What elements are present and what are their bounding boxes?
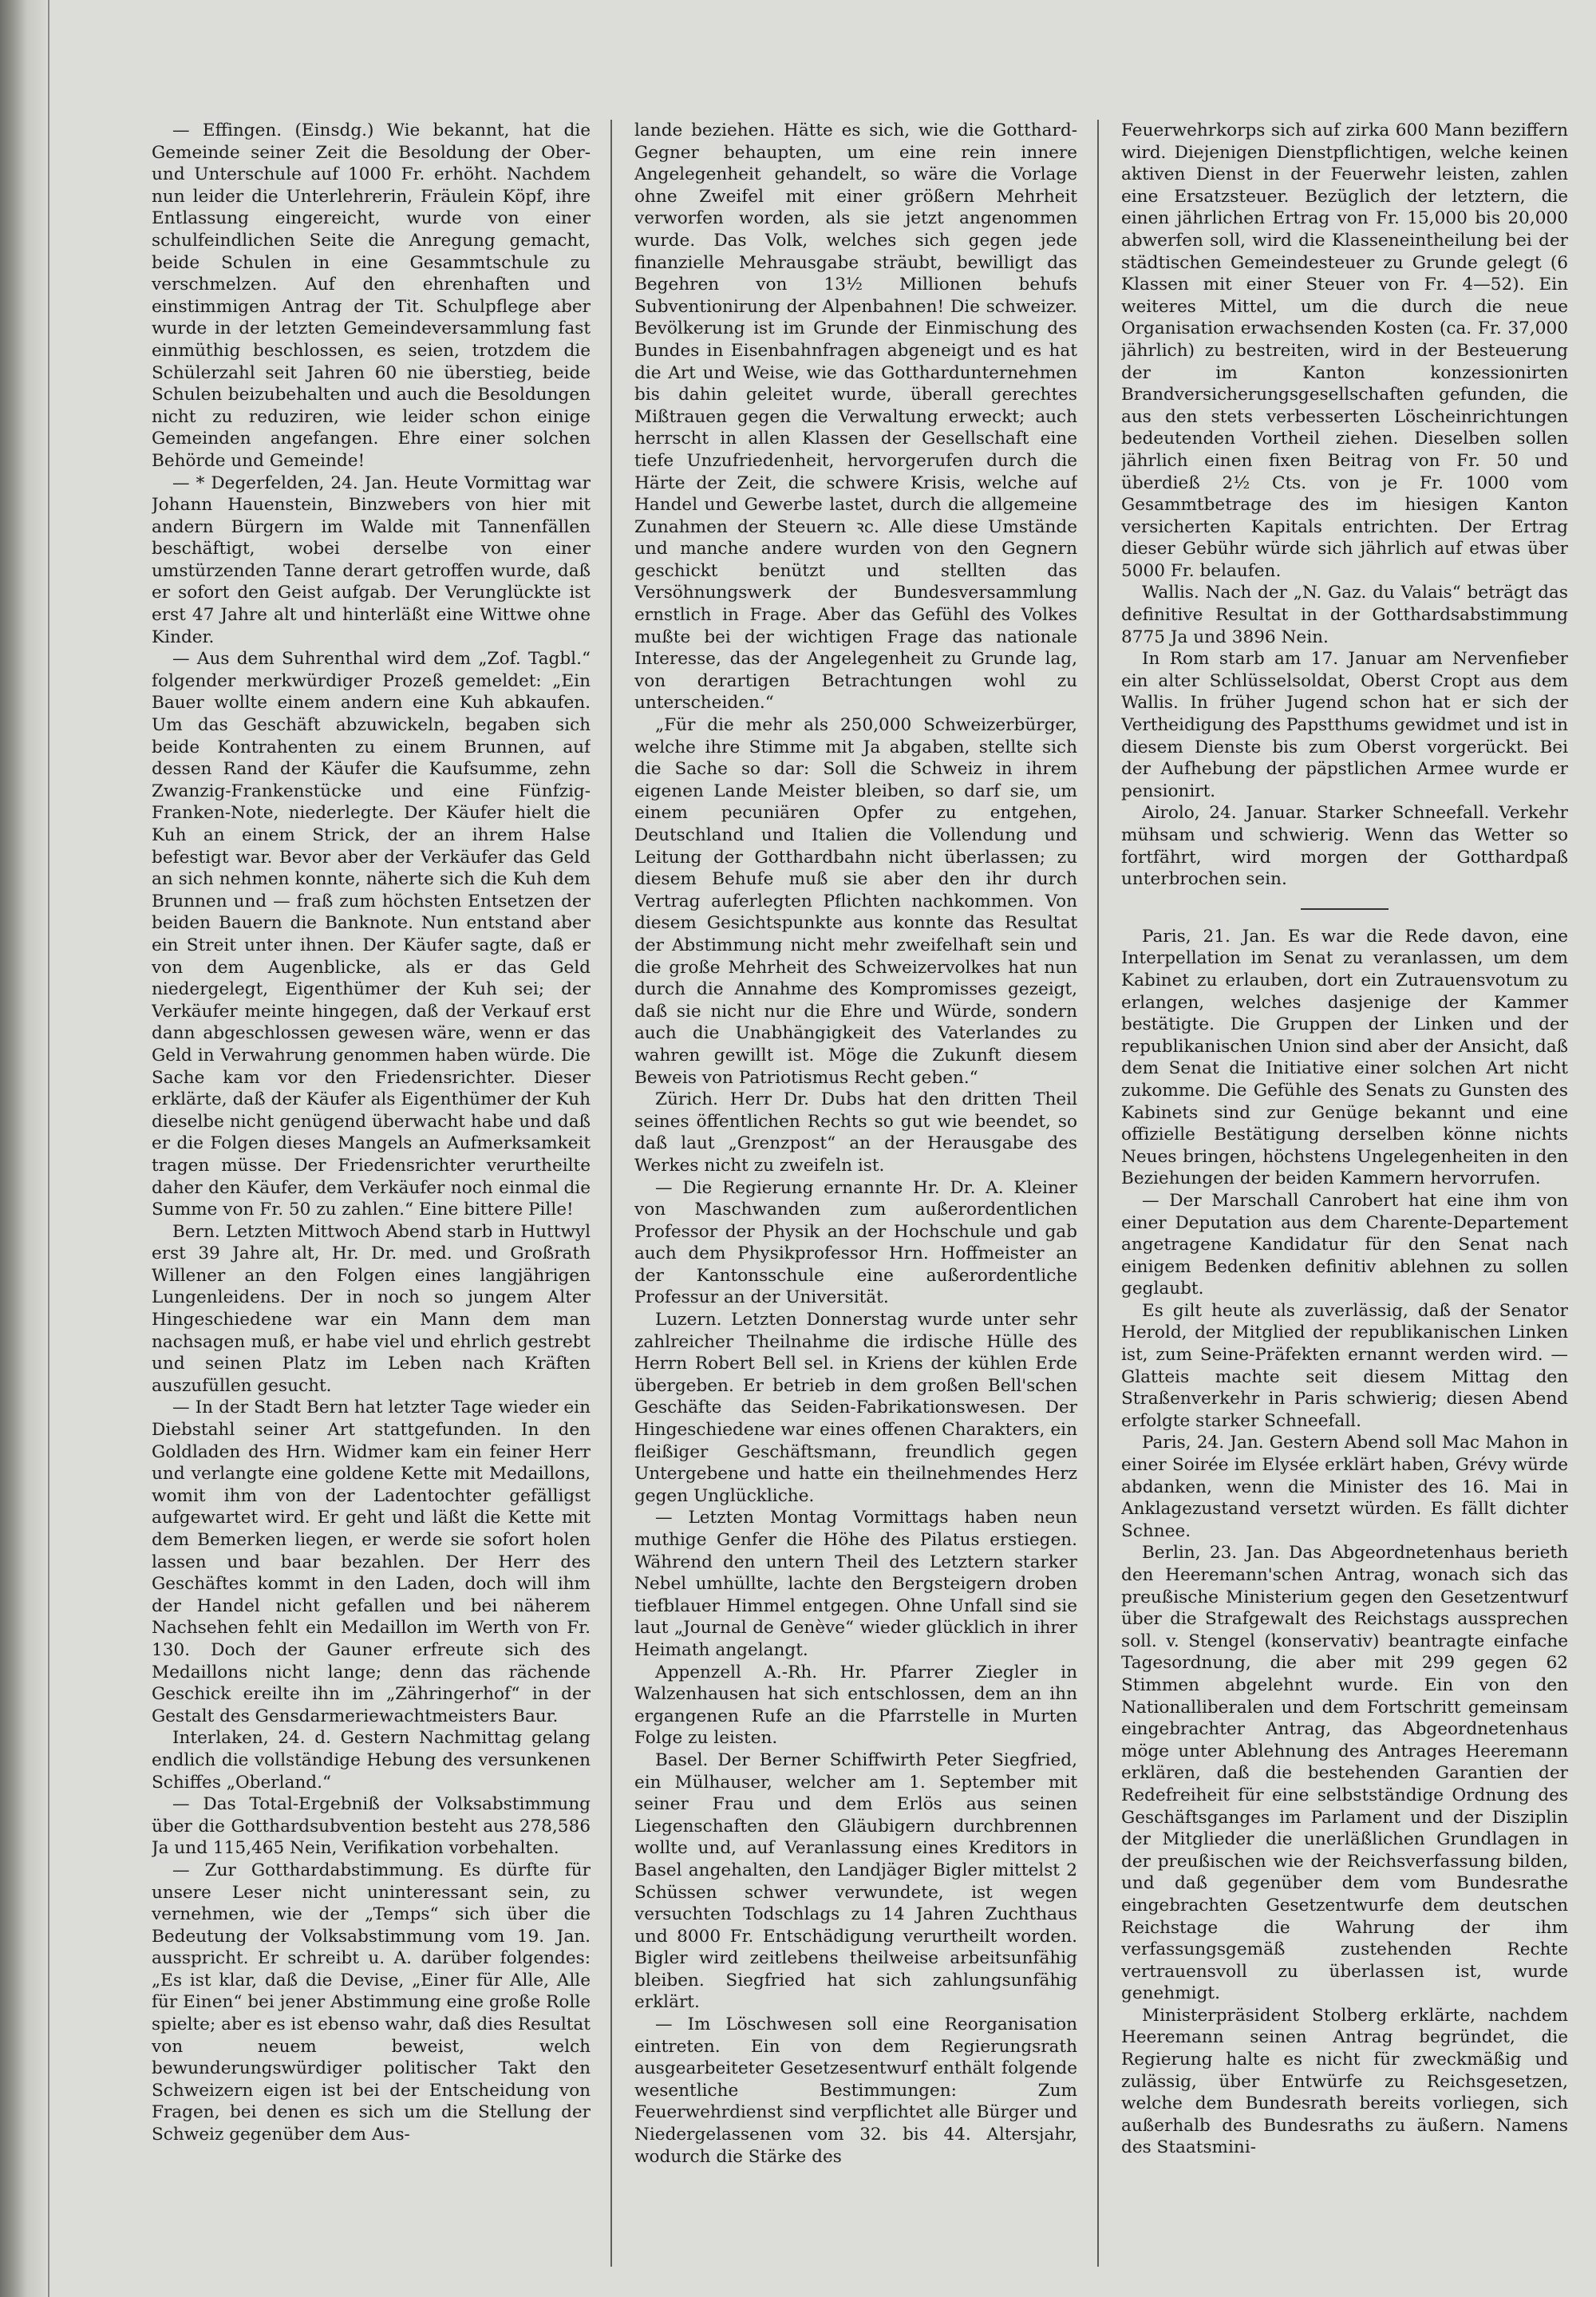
- article-gotthardabstimmung: — Zur Gotthardabstimmung. Es dürfte für unsere Leser nicht uninteressant sein, zu vernehmen, wie der „Temps“ sich über die Bedeutung der Volksabstimmung vom 19. Jan. ausspricht. Er schreibt u. A. darüber folgendes: „Es ist klar, daß die Devise, „Einer für Alle, Alle für Einen“ bei jener Abstimmung eine große Rolle spielte; aber es ist ebenso wahr, daß dies Resultat von neuem beweist, welch bewunderungswürdiger politischer Takt den Schweizern eigen ist bei der Entscheidung von Fragen, bei denen es sich um die Stellung der Schweiz gegenüber dem Aus-: [152, 1860, 591, 2145]
- article-feuerwehr-continued: Feuerwehrkorps sich auf zirka 600 Mann beziffern wird. Diejenigen Dienstpflichtigen, welche keinen aktiven Dienst in der Feuerwehr leisten, zahlen eine Ersatzsteuer. Bezüglich der letztern, die einen jährlichen Ertrag von Fr. 15,000 bis 20,000 abwerfen soll, wird die Klasseneintheilung bei der städtischen Gemeindesteuer zu Grunde gelegt (6 Klassen mit einer Steuer von Fr. 4—52). Ein weiteres Mittel, um die durch die neue Organisation erwachsenden Kosten (ca. Fr. 37,000 jährlich) zu bestreiten, wird in der Besteuerung der im Kanton konzessionirten Brandversicherungsgesellschaften gefunden, die aus den stets verbesserten Löscheinrichtungen bedeutenden Vortheil ziehen. Dieselben sollen jährlich einen fixen Beitrag von Fr. 50 und überdieß 2½ Cts. von je Fr. 1000 vom Gesammtbetrage des im hiesigen Kanton versicherten Kapitals entrichten. Der Ertrag dieser Gebühr würde sich jährlich auf etwas über 5000 Fr. belaufen.: [1121, 121, 1568, 581]
- article-total-ergebniss: — Das Total-Ergebniß der Volksabstimmung über die Gotthardsubvention besteht aus 278,586 Ja und 115,465 Nein, Verifikation vorbehalten.: [152, 1794, 591, 1859]
- article-effingen: — Effingen. (Einsdg.) Wie bekannt, hat die Gemeinde seiner Zeit die Besoldung der Ober- und Unterschule auf 1000 Fr. erhöht. Nachdem nun leider die Unterlehrerin, Fräulein Köpf, ihre Entlassung eingereicht, wurde von einer schulfeindlichen Seite die Anregung gemacht, beide Schulen in eine Gesammtschule zu verschmelzen. Auf den ehrenhaften und einstimmigen Antrag der Tit. Schulpflege aber wurde in der letzten Gemeindeversammlung fast einmüthig beschlossen, es seien, trotzdem die Schülerzahl seit Jahren 60 nie überstieg, beide Schulen beizubehalten und auch die Besoldungen nicht zu reduziren, wie leider schon einige Gemeinden angefangen. Ehre einer solchen Behörde und Gemeinde!: [152, 121, 591, 471]
- newspaper-page: [152, 120, 1572, 2275]
- article-zuerich-dubs: Zürich. Herr Dr. Dubs hat den dritten Theil seines öffentlichen Rechts so gut wie beendet, so daß laut „Grenzpost“ an der Herausgabe des Werkes nicht zu zweifeln ist.: [634, 1089, 1077, 1176]
- column-1: [152, 120, 591, 2267]
- article-canrobert: — Der Marschall Canrobert hat eine ihm von einer Deputation aus dem Charente-Departement angetragene Kandidatur für den Senat nach einigem Bedenken definitiv ablehnen zu sollen geglaubt.: [1121, 1190, 1568, 1299]
- article-paris-21: Paris, 21. Jan. Es war die Rede davon, eine Interpellation im Senat zu veranlassen, um dem Kabinet zu erlauben, dort ein Zutrauensvotum zu erlangen, welches dasjenige der Kammer bestätigte. Die Gruppen der Linken und der republikanischen Union sind aber der Ansicht, daß dem Senat die Initiative einer solchen Art nicht zukomme. Die Gefühle des Senats zu Gunsten des Kabinets sind zur Genüge bekannt und eine offizielle Bestätigung derselben könne nichts Neues bringen, höchstens Ungelegenheiten in den Beziehungen der beiden Kammern hervorrufen.: [1121, 926, 1568, 1189]
- column-divider-2: [1097, 120, 1099, 2267]
- article-interlaken: Interlaken, 24. d. Gestern Nachmittag gelang endlich die vollständige Hebung des versunkenen Schiffes „Oberland.“: [152, 1728, 591, 1793]
- article-pilatus: — Letzten Montag Vormittags haben neun muthige Genfer die Höhe des Pilatus erstiegen. Während den untern Theil des Letztern starker Nebel umhüllte, lachte den Bergsteigern droben tiefblauer Himmel entgegen. Ohne Unfall sind sie laut „Journal de Genève“ wieder glücklich in ihrer Heimath angelangt.: [634, 1508, 1077, 1660]
- article-rom: In Rom starb am 17. Januar am Nervenfieber ein alter Schlüsselsoldat, Oberst Cropt aus dem Wallis. In früher Jugend schon hat er sich der Vertheidigung des Papstthums gewidmet und ist in diesem Dienste bis zum Oberst vorgerückt. Bei der Aufhebung der päpstlichen Armee wurde er pensionirt.: [1121, 649, 1568, 801]
- article-wallis: Wallis. Nach der „N. Gaz. du Valais“ beträgt das definitive Resultat in der Gotthardsabstimmung 8775 Ja und 3896 Nein.: [1121, 583, 1568, 647]
- column-2: [634, 120, 1077, 2267]
- article-berlin: Berlin, 23. Jan. Das Abgeordnetenhaus berieth den Heeremann'schen Antrag, wonach sich das preußische Ministerium gegen den Gesetzentwurf über die Strafgewalt des Reichstags aussprechen soll. v. Stengel (konservativ) beantragte einfache Tagesordnung, die aber mit 299 gegen 62 Stimmen abgelehnt wurde. Ein von den Nationalliberalen und dem Fortschritt gemeinsam eingebrachter Antrag, das Abgeordnetenhaus möge unter Ablehnung des Antrages Heeremann erklären, daß die bestehenden Garantien der Redefreiheit für eine selbstständige Ordnung des Geschäftsganges im Parlament und der Disziplin der Mitglieder die unerläßlichen Grundlagen in der preußischen wie der Reichsverfassung bilden, und daß gegenüber dem vom Bundesrathe eingebrachten Gesetzentwurfe dem deutschen Reichstage die Wahrung der ihm verfassungsgemäß zustehenden Rechte vertrauensvoll zu überlassen ist, wurde genehmigt.: [1121, 1543, 1568, 2004]
- article-stolberg: Ministerpräsident Stolberg erklärte, nachdem Heeremann seinen Antrag begründet, die Regierung halte es nicht für zweckmäßig und zulässig, über Entwürfe zu Reichsgesetzen, welche dem Bundesrath bereits vorliegen, sich außerhalb des Bundesraths zu äußern. Namens des Staatsmini-: [1121, 2005, 1568, 2158]
- article-basel: Basel. Der Berner Schiffwirth Peter Siegfried, ein Mülhauser, welcher am 1. September mit seiner Frau und dem Erlös aus seinen Liegenschaften den Gläubigern durchbrennen wollte und, auf Veranlassung eines Kreditors in Basel angehalten, den Landjäger Bigler mittelst 2 Schüssen schwer verwundete, ist wegen versuchten Todschlags zu 14 Jahren Zuchthaus und 8000 Fr. Entschädigung verurtheilt worden. Bigler wird zeitlebens theilweise arbeitsunfähig bleiben. Siegfried hat sich zahlungsunfähig erklärt.: [634, 1749, 1077, 2013]
- article-paris-24: Paris, 24. Jan. Gestern Abend soll Mac Mahon in einer Soirée im Elysée erklärt haben, Grévy würde abdanken, wenn die Minister des 16. Mai in Anklagezustand versetzt würden. Es fällt dichter Schnee.: [1121, 1433, 1568, 1541]
- article-suhrenthal: — Aus dem Suhrenthal wird dem „Zof. Tagbl.“ folgender merkwürdiger Prozeß gemeldet: „Ein Bauer wollte einem andern eine Kuh abkaufen. Um das Geschäft abzuwickeln, begaben sich beide Kontrahenten zu einem Brunnen, auf dessen Rand der Käufer die Kaufsumme, zehn Zwanzig-Frankenstücke und eine Fünfzig-Franken-Note, niederlegte. Der Käufer hielt die Kuh an einem Strick, der an ihrem Halse befestigt war. Bevor aber der Verkäufer das Geld an sich nehmen konnte, näherte sich die Kuh dem Brunnen und — fraß zum höchsten Entsetzen der beiden Bauern die Banknote. Nun entstand aber ein Streit unter ihnen. Der Käufer sagte, daß er von dem Augenblicke, als er das Geld niedergelegt, Eigenthümer der Kuh sei; der Verkäufer meinte hingegen, daß der Verkauf erst dann abgeschlossen gewesen wäre, wenn er das Geld in Verwahrung genommen haben würde. Die Sache kam vor den Friedensrichter. Dieser erklärte, daß der Käufer als Eigenthümer der Kuh dieselbe nicht genügend überwacht habe und daß er die Folgen dieses Mangels an Aufmerksamkeit tragen müsse. Der Friedensrichter verurtheilte daher den Käufer, dem Verkäufer noch einmal die Summe von Fr. 50 zu zahlen.“ Eine bittere Pille!: [152, 649, 591, 1220]
- column-3: [1121, 120, 1568, 2267]
- article-degerfelden: — * Degerfelden, 24. Jan. Heute Vormittag war Johann Hauenstein, Binzwebers von hier mit andern Bürgern im Walde mit Tannenfällen beschäftigt, wobei derselbe von einer umstürzenden Tanne derart getroffen wurde, daß er sofort den Geist aufgab. Der Verunglückte ist erst 47 Jahre alt und hinterläßt eine Wittwe ohne Kinder.: [152, 472, 591, 647]
- article-airolo: Airolo, 24. Januar. Starker Schneefall. Verkehr mühsam und schwierig. Wenn das Wetter so fortfährt, wird morgen der Gotthardpaß unterbrochen sein.: [1121, 803, 1568, 890]
- article-bern-diebstahl: — In der Stadt Bern hat letzter Tage wieder ein Diebstahl seiner Art stattgefunden. In den Goldladen des Hrn. Widmer kam ein feiner Herr und verlangte eine goldene Kette mit Medaillons, womit ihm von der Ladentochter gefälligst aufgewartet wird. Er geht und läßt die Kette mit dem Bemerken liegen, er werde sie sofort holen lassen und baar bezahlen. Der Herr des Geschäftes kommt in den Laden, doch will ihm der Handel nicht gefallen und bei näherem Nachsehen fehlt ein Medaillon im Werth von Fr. 130. Doch der Gauner erfreute sich des Medaillons nicht lange; denn das rächende Geschick ereilte ihn im „Zähringerhof“ in der Gestalt des Gensdarmeriewachtmeisters Baur.: [152, 1398, 591, 1726]
- article-luzern-bell: Luzern. Letzten Donnerstag wurde unter sehr zahlreicher Theilnahme die irdische Hülle des Herrn Robert Bell sel. in Kriens der kühlen Erde übergeben. Er betrieb in dem großen Bell'schen Geschäfte das Seiden-Fabrikationswesen. Der Hingeschiedene war eines offenen Charakters, ein fleißiger Geschäftsmann, freundlich gegen Untergebene und hatte ein theilnehmendes Herz gegen Unglückliche.: [634, 1310, 1077, 1506]
- scan-edge: [0, 0, 46, 2297]
- article-loeschwesen: — Im Löschwesen soll eine Reorganisation eintreten. Ein von dem Regierungsrath ausgearbeiteter Gesetzesentwurf enthält folgende wesentliche Bestimmungen: Zum Feuerwehrdienst sind verpflichtet alle Bürger und Niedergelassenen vom 32. bis 44. Altersjahr, wodurch die Stärke des: [634, 2014, 1077, 2167]
- article-gotthard-continued: lande beziehen. Hätte es sich, wie die Gotthard-Gegner behaupten, um eine rein innere Angelegenheit gehandelt, so wäre die Vorlage ohne Zweifel mit einer größern Mehrheit verworfen worden, als sie jetzt angenommen wurde. Das Volk, welches sich gegen jede finanzielle Mehrausgabe sträubt, bewilligt das Begehren von 13½ Millionen behufs Subventionirung der Alpenbahnen! Die schweizer. Bevölkerung ist im Grunde der Einmischung des Bundes in Eisenbahnfragen abgeneigt und es hat die Art und Weise, wie das Gotthardunternehmen bis dahin geleitet wurde, überall gerechtes Mißtrauen gegen die Verwaltung erweckt; auch herrscht in allen Klassen der Gesellschaft eine tiefe Unzufriedenheit, hervorgerufen durch die Härte der Zeit, die schwere Krisis, welche auf Handel und Gewerbe lastet, durch die allgemeine Zunahmen der Steuern ꝛc. Alle diese Umstände und manche andere wurden von den Gegnern geschickt benützt und stellten das Versöhnungswerk der Bundesversammlung ernstlich in Frage. Aber das Gefühl des Volkes mußte bei der wichtigen Frage das nationale Interesse, das der Angelegenheit zu Grunde lag, von derartigen Betrachtungen wohl zu unterscheiden.“: [634, 121, 1077, 714]
- article-zuerich-kleiner: — Die Regierung ernannte Hr. Dr. A. Kleiner von Maschwanden zum außerordentlichen Professor der Physik an der Hochschule und gab auch dem Physikprofessor Hrn. Hoffmeister an der Kantonsschule eine außerordentliche Professur an der Universität.: [634, 1177, 1077, 1308]
- section-separator: [1301, 908, 1389, 910]
- column-divider-1: [610, 120, 612, 2267]
- binding-line: [48, 0, 49, 2297]
- article-herold: Es gilt heute als zuverlässig, daß der Senator Herold, der Mitglied der republikanischen Linken ist, zum Seine-Präfekten ernannt werden wird. — Glatteis machte seit diesem Mittag den Straßenverkehr in Paris schwierig; diesen Abend erfolgte starker Schneefall.: [1121, 1300, 1568, 1431]
- article-appenzell: Appenzell A.-Rh. Hr. Pfarrer Ziegler in Walzenhausen hat sich entschlossen, dem an ihn ergangenen Rufe an die Pfarrstelle in Murten Folge zu leisten.: [634, 1662, 1077, 1749]
- article-schweizerbuerger: „Für die mehr als 250,000 Schweizerbürger, welche ihre Stimme mit Ja abgaben, stellte sich die Sache so dar: Soll die Schweiz in ihrem eigenen Lande Meister bleiben, so darf sie, um einem pecuniären Opfer zu entgehen, Deutschland und Italien die Vollendung und Leitung der Gotthardbahn nicht überlassen; zu diesem Behufe muß sie aber den ihr durch Vertrag auferlegten Pflichten nachkommen. Von diesem Gesichtspunkte aus konnte das Resultat der Abstimmung nicht mehr zweifelhaft sein und die große Mehrheit des Schweizervolkes hat nun durch die Annahme des Kompromisses gezeigt, daß sie nicht nur die Ehre und Würde, sondern auch die Unabhängigkeit des Vaterlandes zu wahren gewillt ist. Möge die Zukunft diesem Beweis von Patriotismus Recht geben.“: [634, 715, 1077, 1088]
- article-bern-huttwyl: Bern. Letzten Mittwoch Abend starb in Huttwyl erst 39 Jahre alt, Hr. Dr. med. und Großrath Willener an den Folgen eines langjährigen Lungenleidens. Der in noch so jungem Alter Hingeschiedene war ein Mann dem man nachsagen muß, er habe viel und ehrlich gestrebt und seinen Platz im Leben nach Kräften auszufüllen gesucht.: [152, 1221, 591, 1396]
